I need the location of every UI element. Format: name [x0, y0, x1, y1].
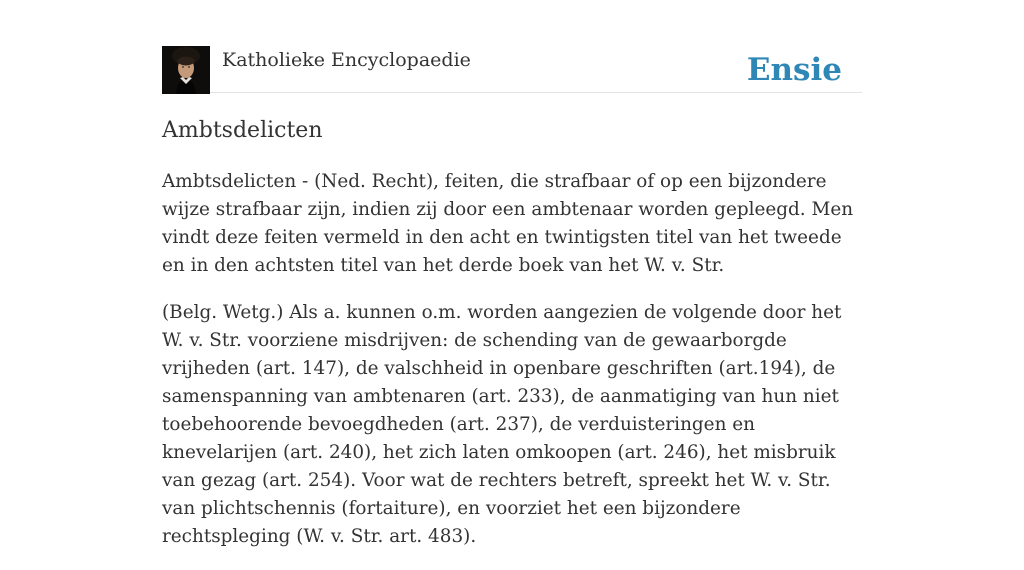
page-title: Ambtsdelicten	[162, 118, 323, 143]
portrait-avatar-icon[interactable]	[162, 46, 210, 94]
article-body	[162, 168, 864, 570]
site-title[interactable]: Katholieke Encyclopaedie	[222, 49, 471, 71]
paragraph: (Belg. Wetg.) Als a. kunnen o.m. worden aangezien de volgende door het W. v. Str. voorziene misdrijven: de schending van de gewaarborgde vrijheden (art. 147), de valschheid in openbare geschriften (art.194), de samenspanning van ambtenaren (art. 233), de aanmatiging van hun niet toebehoorende bevoegdheden (art. 237), de verduisteringen en knevelarijen (art. 240), het zich laten omkoopen (art. 246), het misbruik van gezag (art. 254). Voor wat de rechters betreft, spreekt het W. v. Str. van plichtschennis (fortaiture), en voorziet het een bijzondere rechtspleging (W. v. Str. art. 483).	[162, 302, 842, 547]
brand-logo[interactable]: Ensie	[746, 52, 842, 88]
paragraph: Ambtsdelicten - (Ned. Recht), feiten, die strafbaar of op een bijzondere wijze strafbaar zijn, indien zij door een ambtenaar worden gepleegd. Men vindt deze feiten vermeld in den acht en twintigsten titel van het tweede en in den achtsten titel van het derde boek van het W. v. Str.	[162, 171, 854, 276]
site-header	[162, 46, 862, 93]
